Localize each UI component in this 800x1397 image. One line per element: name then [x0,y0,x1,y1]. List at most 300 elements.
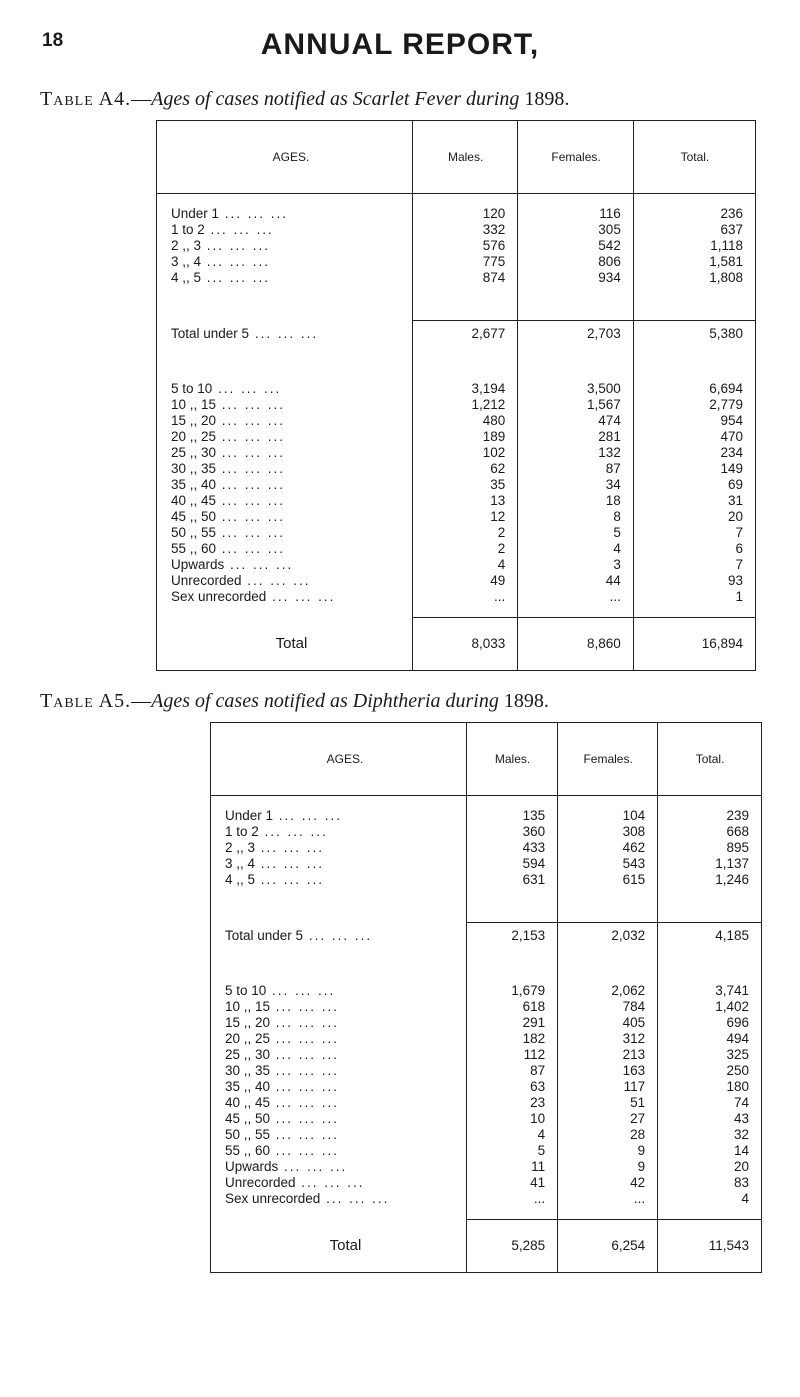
age-group-label: 20 ,, 25 [171,429,217,444]
males-cell: 2,677 [413,321,518,348]
age-group-label: 5 to 10 [171,381,213,396]
age-group-label: Unrecorded [171,573,242,588]
age-group-label: Total [275,634,308,652]
females-cell: 9 [558,1143,658,1159]
leader-dots: ... ... ... [224,557,294,572]
total-cell: 83 [658,1175,762,1191]
table-row [157,509,756,525]
column-header-ages: AGES. [211,723,467,796]
table-row [211,1031,762,1047]
age-group-cell [211,1220,467,1273]
total-cell: 1,118 [633,238,755,254]
grand-total-row [211,1220,762,1273]
leader-dots: ... ... ... [216,413,286,428]
leader-dots: ... ... ... [201,270,271,285]
age-group-cell [211,923,467,950]
age-group-cell [157,254,413,270]
age-group-cell [211,999,467,1015]
spacer-row [211,1207,762,1220]
age-group-cell [211,983,467,999]
females-cell: 1,567 [518,397,634,413]
total-cell: 20 [658,1159,762,1175]
total-cell: 637 [633,222,755,238]
age-group-label: 10 ,, 15 [225,999,271,1014]
total-cell: 6,694 [633,381,755,397]
total-cell: 234 [633,445,755,461]
age-group-cell [157,321,413,348]
page-header [0,28,800,74]
column-header-total: Total. [658,723,762,796]
age-group-cell [211,824,467,840]
age-group-label: 4 ,, 5 [171,270,202,285]
column-header-females: Females. [518,121,634,194]
males-cell: 433 [467,840,558,856]
females-cell: 3 [518,557,634,573]
leader-dots: ... ... ... [216,429,286,444]
total-cell: 7 [633,557,755,573]
table-caption-text: Ages of cases notified as Scarlet Fever during [151,88,520,110]
age-group-label: 10 ,, 15 [171,397,217,412]
males-cell: 10 [467,1111,558,1127]
males-cell: ... [413,589,518,605]
column-header-total: Total. [633,121,755,194]
column-header-females: Females. [558,723,658,796]
males-cell: 102 [413,445,518,461]
males-cell: 594 [467,856,558,872]
table-row [211,1015,762,1031]
females-cell: 51 [558,1095,658,1111]
leader-dots: ... ... ... [270,1063,340,1078]
leader-dots: ... ... ... [216,541,286,556]
leader-dots: ... ... ... [320,1191,390,1206]
spacer-row [157,605,756,618]
table-row [157,381,756,397]
males-cell: 87 [467,1063,558,1079]
males-cell: 5,285 [467,1220,558,1273]
table-row [157,493,756,509]
age-group-label: Upwards [171,557,225,572]
table-row [157,573,756,589]
age-group-label: 35 ,, 40 [225,1079,271,1094]
females-cell: 806 [518,254,634,270]
total-cell: 1 [633,589,755,605]
age-group-label: 45 ,, 50 [171,509,217,524]
total-cell: 1,581 [633,254,755,270]
total-cell: 696 [658,1015,762,1031]
table-row [211,1047,762,1063]
males-cell: 189 [413,429,518,445]
age-group-cell [157,222,413,238]
females-cell: 281 [518,429,634,445]
table-row [157,222,756,238]
table-row [157,238,756,254]
males-cell: 1,212 [413,397,518,413]
leader-dots: ... ... ... [270,999,340,1014]
leader-dots: ... ... ... [255,840,325,855]
age-group-cell [157,525,413,541]
age-group-cell [211,1079,467,1095]
age-group-cell [211,840,467,856]
females-cell: 8,860 [518,618,634,671]
females-cell: 34 [518,477,634,493]
age-group-label: 1 to 2 [171,222,205,237]
females-cell: 213 [558,1047,658,1063]
spacer-row [157,286,756,321]
leader-dots: ... ... ... [201,238,271,253]
leader-dots: ... ... ... [212,381,282,396]
table-row [157,254,756,270]
table-row [157,589,756,605]
females-cell: 44 [518,573,634,589]
age-group-label: Under 1 [225,808,274,823]
spacer-row [157,194,756,207]
age-group-cell [211,1095,467,1111]
total-cell: 3,741 [658,983,762,999]
age-group-cell [211,1127,467,1143]
females-cell: 2,062 [558,983,658,999]
table-a4-caption: Table A4.—Ages of cases notified as Scarlet Fever during 1898. [40,88,570,110]
age-group-cell [157,206,413,222]
table-row [157,445,756,461]
females-cell: 312 [558,1031,658,1047]
table-a5-caption: Table A5.—Ages of cases notified as Diphtheria during 1898. [40,690,549,712]
total-cell: 668 [658,824,762,840]
total-cell: 236 [633,206,755,222]
total-cell: 20 [633,509,755,525]
total-cell: 31 [633,493,755,509]
total-cell: 5,380 [633,321,755,348]
table-row [211,872,762,888]
age-group-label: 55 ,, 60 [171,541,217,556]
table-row [211,1175,762,1191]
females-cell: 474 [518,413,634,429]
total-cell: 1,137 [658,856,762,872]
age-group-label: Unrecorded [225,1175,296,1190]
leader-dots: ... ... ... [201,254,271,269]
age-group-label: Upwards [225,1159,279,1174]
leader-dots: ... ... ... [270,1015,340,1030]
age-group-label: 50 ,, 55 [171,525,217,540]
table-year: 1898. [524,88,570,110]
males-cell: 360 [467,824,558,840]
table-year: 1898. [503,690,549,712]
males-cell: 63 [467,1079,558,1095]
age-group-label: 40 ,, 45 [225,1095,271,1110]
age-group-cell [157,445,413,461]
males-cell: 480 [413,413,518,429]
age-group-label: Total under 5 [171,325,250,341]
table-row [157,270,756,286]
age-group-label: Total under 5 [225,927,304,943]
age-group-cell [211,1015,467,1031]
age-group-cell [211,872,467,888]
age-group-label: 30 ,, 35 [171,461,217,476]
table-row [211,1063,762,1079]
column-header-males: Males. [467,723,558,796]
age-group-label: 15 ,, 20 [225,1015,271,1030]
males-cell: 4 [413,557,518,573]
age-group-label: 40 ,, 45 [171,493,217,508]
age-group-cell [157,381,413,397]
leader-dots: ... ... ... [216,461,286,476]
table-row [157,525,756,541]
total-cell: 494 [658,1031,762,1047]
age-group-cell [157,429,413,445]
total-cell: 180 [658,1079,762,1095]
table-row [211,808,762,824]
leader-dots: ... ... ... [219,206,289,221]
males-cell: 135 [467,808,558,824]
age-group-label: Under 1 [171,206,220,221]
total-cell: 14 [658,1143,762,1159]
females-cell: 3,500 [518,381,634,397]
males-cell: 2 [413,541,518,557]
age-group-cell [157,413,413,429]
females-cell: 6,254 [558,1220,658,1273]
age-group-label: 3 ,, 4 [171,254,202,269]
females-cell: 542 [518,238,634,254]
males-cell: 35 [413,477,518,493]
age-group-label: 55 ,, 60 [225,1143,271,1158]
table-row [211,1095,762,1111]
leader-dots: ... ... ... [216,445,286,460]
females-cell: 116 [518,206,634,222]
females-cell: 615 [558,872,658,888]
total-cell: 325 [658,1047,762,1063]
males-cell: 775 [413,254,518,270]
total-cell: 43 [658,1111,762,1127]
leader-dots: ... ... ... [270,1079,340,1094]
females-cell: 5 [518,525,634,541]
leader-dots: ... ... ... [270,1111,340,1126]
age-group-cell [211,856,467,872]
table-row [211,983,762,999]
leader-dots: ... ... ... [249,325,319,341]
total-cell: 32 [658,1127,762,1143]
males-cell: 12 [413,509,518,525]
females-cell: 27 [558,1111,658,1127]
females-cell: 104 [558,808,658,824]
table-row [157,461,756,477]
table-row [211,856,762,872]
age-group-label: Sex unrecorded [171,589,267,604]
total-cell: 4,185 [658,923,762,950]
header-row [211,723,762,796]
age-group-cell [157,541,413,557]
leader-dots: ... ... ... [270,1127,340,1142]
age-group-cell [157,573,413,589]
females-cell: 18 [518,493,634,509]
males-cell: 291 [467,1015,558,1031]
age-group-cell [157,397,413,413]
total-cell: 4 [658,1191,762,1207]
males-cell: 49 [413,573,518,589]
leader-dots: ... ... ... [270,1095,340,1110]
age-group-cell [157,557,413,573]
males-cell: 332 [413,222,518,238]
age-group-cell [211,1063,467,1079]
leader-dots: ... ... ... [216,509,286,524]
table-label: Table A5. [40,690,132,712]
total-cell: 470 [633,429,755,445]
males-cell: 2 [413,525,518,541]
total-cell: 1,402 [658,999,762,1015]
age-group-cell [211,1191,467,1207]
total-cell: 69 [633,477,755,493]
age-group-cell [157,493,413,509]
spacer-row [157,347,756,381]
males-cell: 41 [467,1175,558,1191]
males-cell: 4 [467,1127,558,1143]
males-cell: 5 [467,1143,558,1159]
table-row [157,541,756,557]
females-cell: 2,032 [558,923,658,950]
leader-dots: ... ... ... [270,1143,340,1158]
leader-dots: ... ... ... [266,589,336,604]
age-group-cell [211,1175,467,1191]
leader-dots: ... ... ... [258,824,328,839]
females-cell: 308 [558,824,658,840]
running-title: ANNUAL REPORT, [260,28,540,61]
table-row [211,1127,762,1143]
total-under-5-row [211,923,762,950]
age-group-label: 30 ,, 35 [225,1063,271,1078]
total-cell: 149 [633,461,755,477]
age-group-label: 25 ,, 30 [225,1047,271,1062]
males-cell: 618 [467,999,558,1015]
females-cell: 87 [518,461,634,477]
spacer-row [211,888,762,923]
females-cell: 405 [558,1015,658,1031]
age-group-label: 3 ,, 4 [225,856,256,871]
age-group-cell [157,238,413,254]
table-row [211,999,762,1015]
table-row [157,557,756,573]
table-row [211,824,762,840]
males-cell: 874 [413,270,518,286]
age-group-cell [211,1047,467,1063]
header-row [157,121,756,194]
spacer-row [211,796,762,809]
column-header-males: Males. [413,121,518,194]
total-cell: 11,543 [658,1220,762,1273]
age-group-cell [211,1143,467,1159]
leader-dots: ... ... ... [216,525,286,540]
age-group-label: Sex unrecorded [225,1191,321,1206]
age-group-label: 5 to 10 [225,983,267,998]
females-cell: ... [518,589,634,605]
age-group-cell [157,477,413,493]
total-cell: 93 [633,573,755,589]
leader-dots: ... ... ... [278,1159,348,1174]
table-row [211,1111,762,1127]
leader-dots: ... ... ... [303,927,373,943]
age-group-label: 1 to 2 [225,824,259,839]
age-group-label: 15 ,, 20 [171,413,217,428]
males-cell: 1,679 [467,983,558,999]
age-group-label: 50 ,, 55 [225,1127,271,1142]
leader-dots: ... ... ... [216,397,286,412]
table-row [211,1143,762,1159]
males-cell: 23 [467,1095,558,1111]
leader-dots: ... ... ... [241,573,311,588]
age-group-label: 45 ,, 50 [225,1111,271,1126]
females-cell: 305 [518,222,634,238]
age-group-label: 4 ,, 5 [225,872,256,887]
total-cell: 7 [633,525,755,541]
females-cell: ... [558,1191,658,1207]
column-header-ages: AGES. [157,121,413,194]
page-number: 18 [42,30,64,51]
males-cell: 11 [467,1159,558,1175]
leader-dots: ... ... ... [266,983,336,998]
total-cell: 895 [658,840,762,856]
age-group-label: 2 ,, 3 [171,238,202,253]
age-group-cell [157,589,413,605]
males-cell: 3,194 [413,381,518,397]
age-group-label: Total [329,1236,362,1254]
age-group-label: 25 ,, 30 [171,445,217,460]
table-row [211,1191,762,1207]
table-row [211,1159,762,1175]
leader-dots: ... ... ... [270,1031,340,1046]
age-group-cell [157,618,413,671]
females-cell: 934 [518,270,634,286]
females-cell: 2,703 [518,321,634,348]
leader-dots: ... ... ... [270,1047,340,1062]
table-row [157,429,756,445]
table-row [157,413,756,429]
leader-dots: ... ... ... [295,1175,365,1190]
leader-dots: ... ... ... [255,872,325,887]
age-group-cell [157,270,413,286]
total-cell: 1,808 [633,270,755,286]
females-cell: 42 [558,1175,658,1191]
table-row [157,397,756,413]
table-label: Table A4. [40,88,132,110]
total-cell: 250 [658,1063,762,1079]
total-cell: 74 [658,1095,762,1111]
age-group-cell [211,1159,467,1175]
scarlet-fever-ages-table [156,120,756,671]
leader-dots: ... ... ... [216,493,286,508]
females-cell: 784 [558,999,658,1015]
grand-total-row [157,618,756,671]
males-cell: 8,033 [413,618,518,671]
age-group-label: 35 ,, 40 [171,477,217,492]
females-cell: 132 [518,445,634,461]
leader-dots: ... ... ... [273,808,343,823]
females-cell: 117 [558,1079,658,1095]
table-row [157,477,756,493]
leader-dots: ... ... ... [216,477,286,492]
females-cell: 8 [518,509,634,525]
spacer-row [211,949,762,983]
age-group-cell [211,1031,467,1047]
males-cell: 182 [467,1031,558,1047]
males-cell: 13 [413,493,518,509]
age-group-label: 20 ,, 25 [225,1031,271,1046]
total-cell: 6 [633,541,755,557]
total-cell: 239 [658,808,762,824]
table-row [157,206,756,222]
females-cell: 462 [558,840,658,856]
table-row [211,1079,762,1095]
age-group-cell [211,808,467,824]
females-cell: 28 [558,1127,658,1143]
males-cell: 631 [467,872,558,888]
leader-dots: ... ... ... [204,222,274,237]
